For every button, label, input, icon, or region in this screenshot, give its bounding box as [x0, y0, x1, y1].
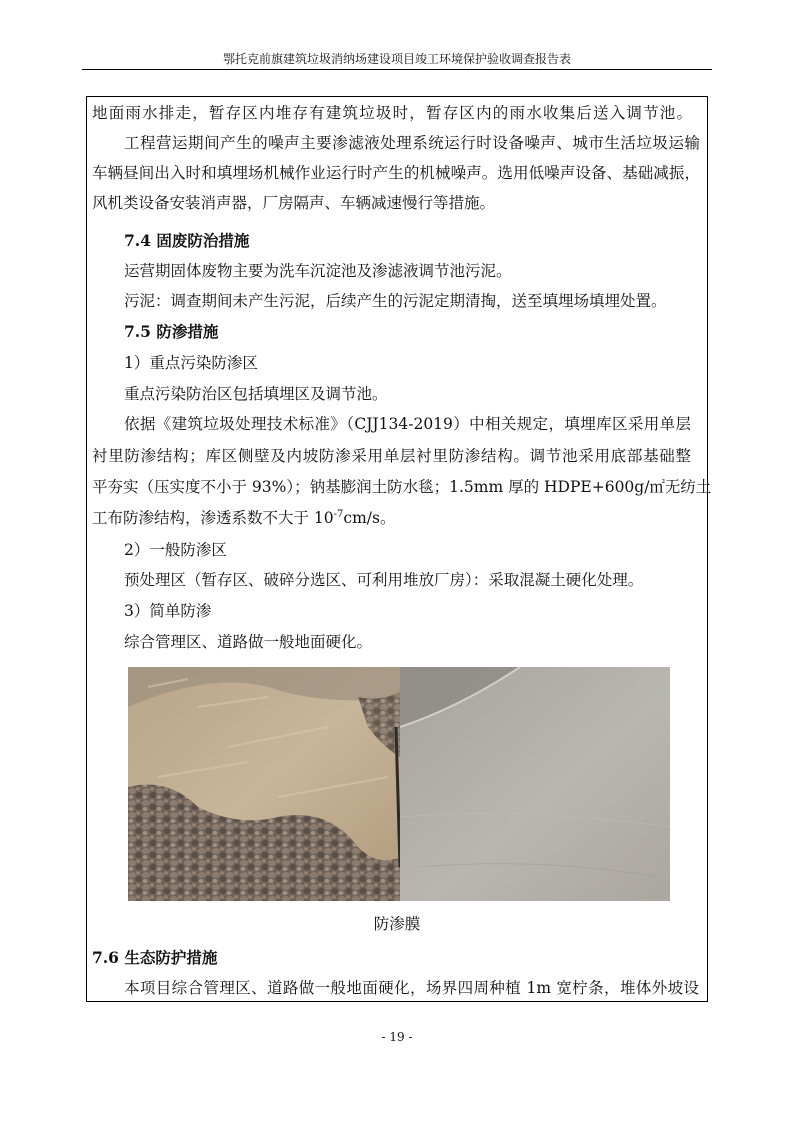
photo-liner-gravel: [128, 667, 400, 901]
section-heading-7-6: 7.6 生态防护措施: [92, 948, 218, 967]
paragraph-noise-line1: 工程营运期间产生的噪声主要渗滤液处理系统运行时设备噪声、城市生活垃圾运输: [124, 134, 700, 152]
exponent: -7: [333, 509, 344, 520]
paragraph-noise-line3: 风机类设备安装消声器，厂房隔声、车辆减速慢行等措施。: [92, 194, 496, 212]
photo-liner-smooth: [400, 667, 670, 901]
subheading-general-zone: 2）一般防渗区: [124, 541, 227, 559]
paragraph-solid-waste: 运营期固体废物主要为洗车沉淀池及渗滤液调节池污泥。: [124, 262, 512, 280]
paragraph-simple-zone: 综合管理区、道路做一般地面硬化。: [124, 633, 373, 651]
header-divider: [82, 69, 712, 70]
paragraph-standard-line3: 平夯实（压实度不小于 93%）；钠基膨润土防水毯；1.5mm 厚的 HDPE+600g/㎡无纺土: [92, 478, 712, 496]
paragraph-general-zone: 预处理区（暂存区、破碎分选区、可利用堆放厂房）：采取混凝土硬化处理。: [124, 571, 644, 589]
paragraph-standard-line4: 工布防渗结构，渗透系数不大于 $10^{-7}cm/s$。: [92, 509, 396, 527]
page-number: - 19 -: [381, 1030, 413, 1044]
subheading-key-zone: 1）重点污染防渗区: [124, 354, 258, 372]
paragraph-rainwater: 地面雨水排走，暂存区内堆存有建筑垃圾时，暂存区内的雨水收集后送入调节池。: [92, 104, 692, 122]
paragraph-ecology: 本项目综合管理区、道路做一般地面硬化，场界四周种植 1m 宽柠条，堆体外坡设: [124, 979, 699, 997]
section-heading-7-5: 7.5 防渗措施: [124, 322, 219, 341]
paragraph-key-zone: 重点污染防治区包括填埋区及调节池。: [124, 385, 388, 403]
paragraph-standard-line1: 依据《建筑垃圾处理技术标准》（CJJ134-2019）中相关规定，填埋库区采用单层: [124, 415, 691, 433]
subheading-simple-zone: 3）简单防渗: [124, 602, 212, 620]
report-header-title: 鄂托克前旗建筑垃圾消纳场建设项目竣工环境保护验收调查报告表: [222, 52, 571, 66]
section-heading-7-4: 7.4 固废防治措施: [124, 231, 250, 250]
photo-caption: 防渗膜: [373, 915, 421, 933]
paragraph-noise-line2: 车辆昼间出入时和填埋场机械作业运行时产生的机械噪声。选用低噪声设备、基础减振，: [92, 164, 700, 182]
paragraph-sludge: 污泥：调查期间未产生污泥，后续产生的污泥定期清掏，送至填埋场填埋处置。: [124, 292, 667, 310]
paragraph-standard-line2: 衬里防渗结构；库区侧壁及内坡防渗采用单层衬里防渗结构。调节池采用底部基础整: [92, 447, 691, 465]
